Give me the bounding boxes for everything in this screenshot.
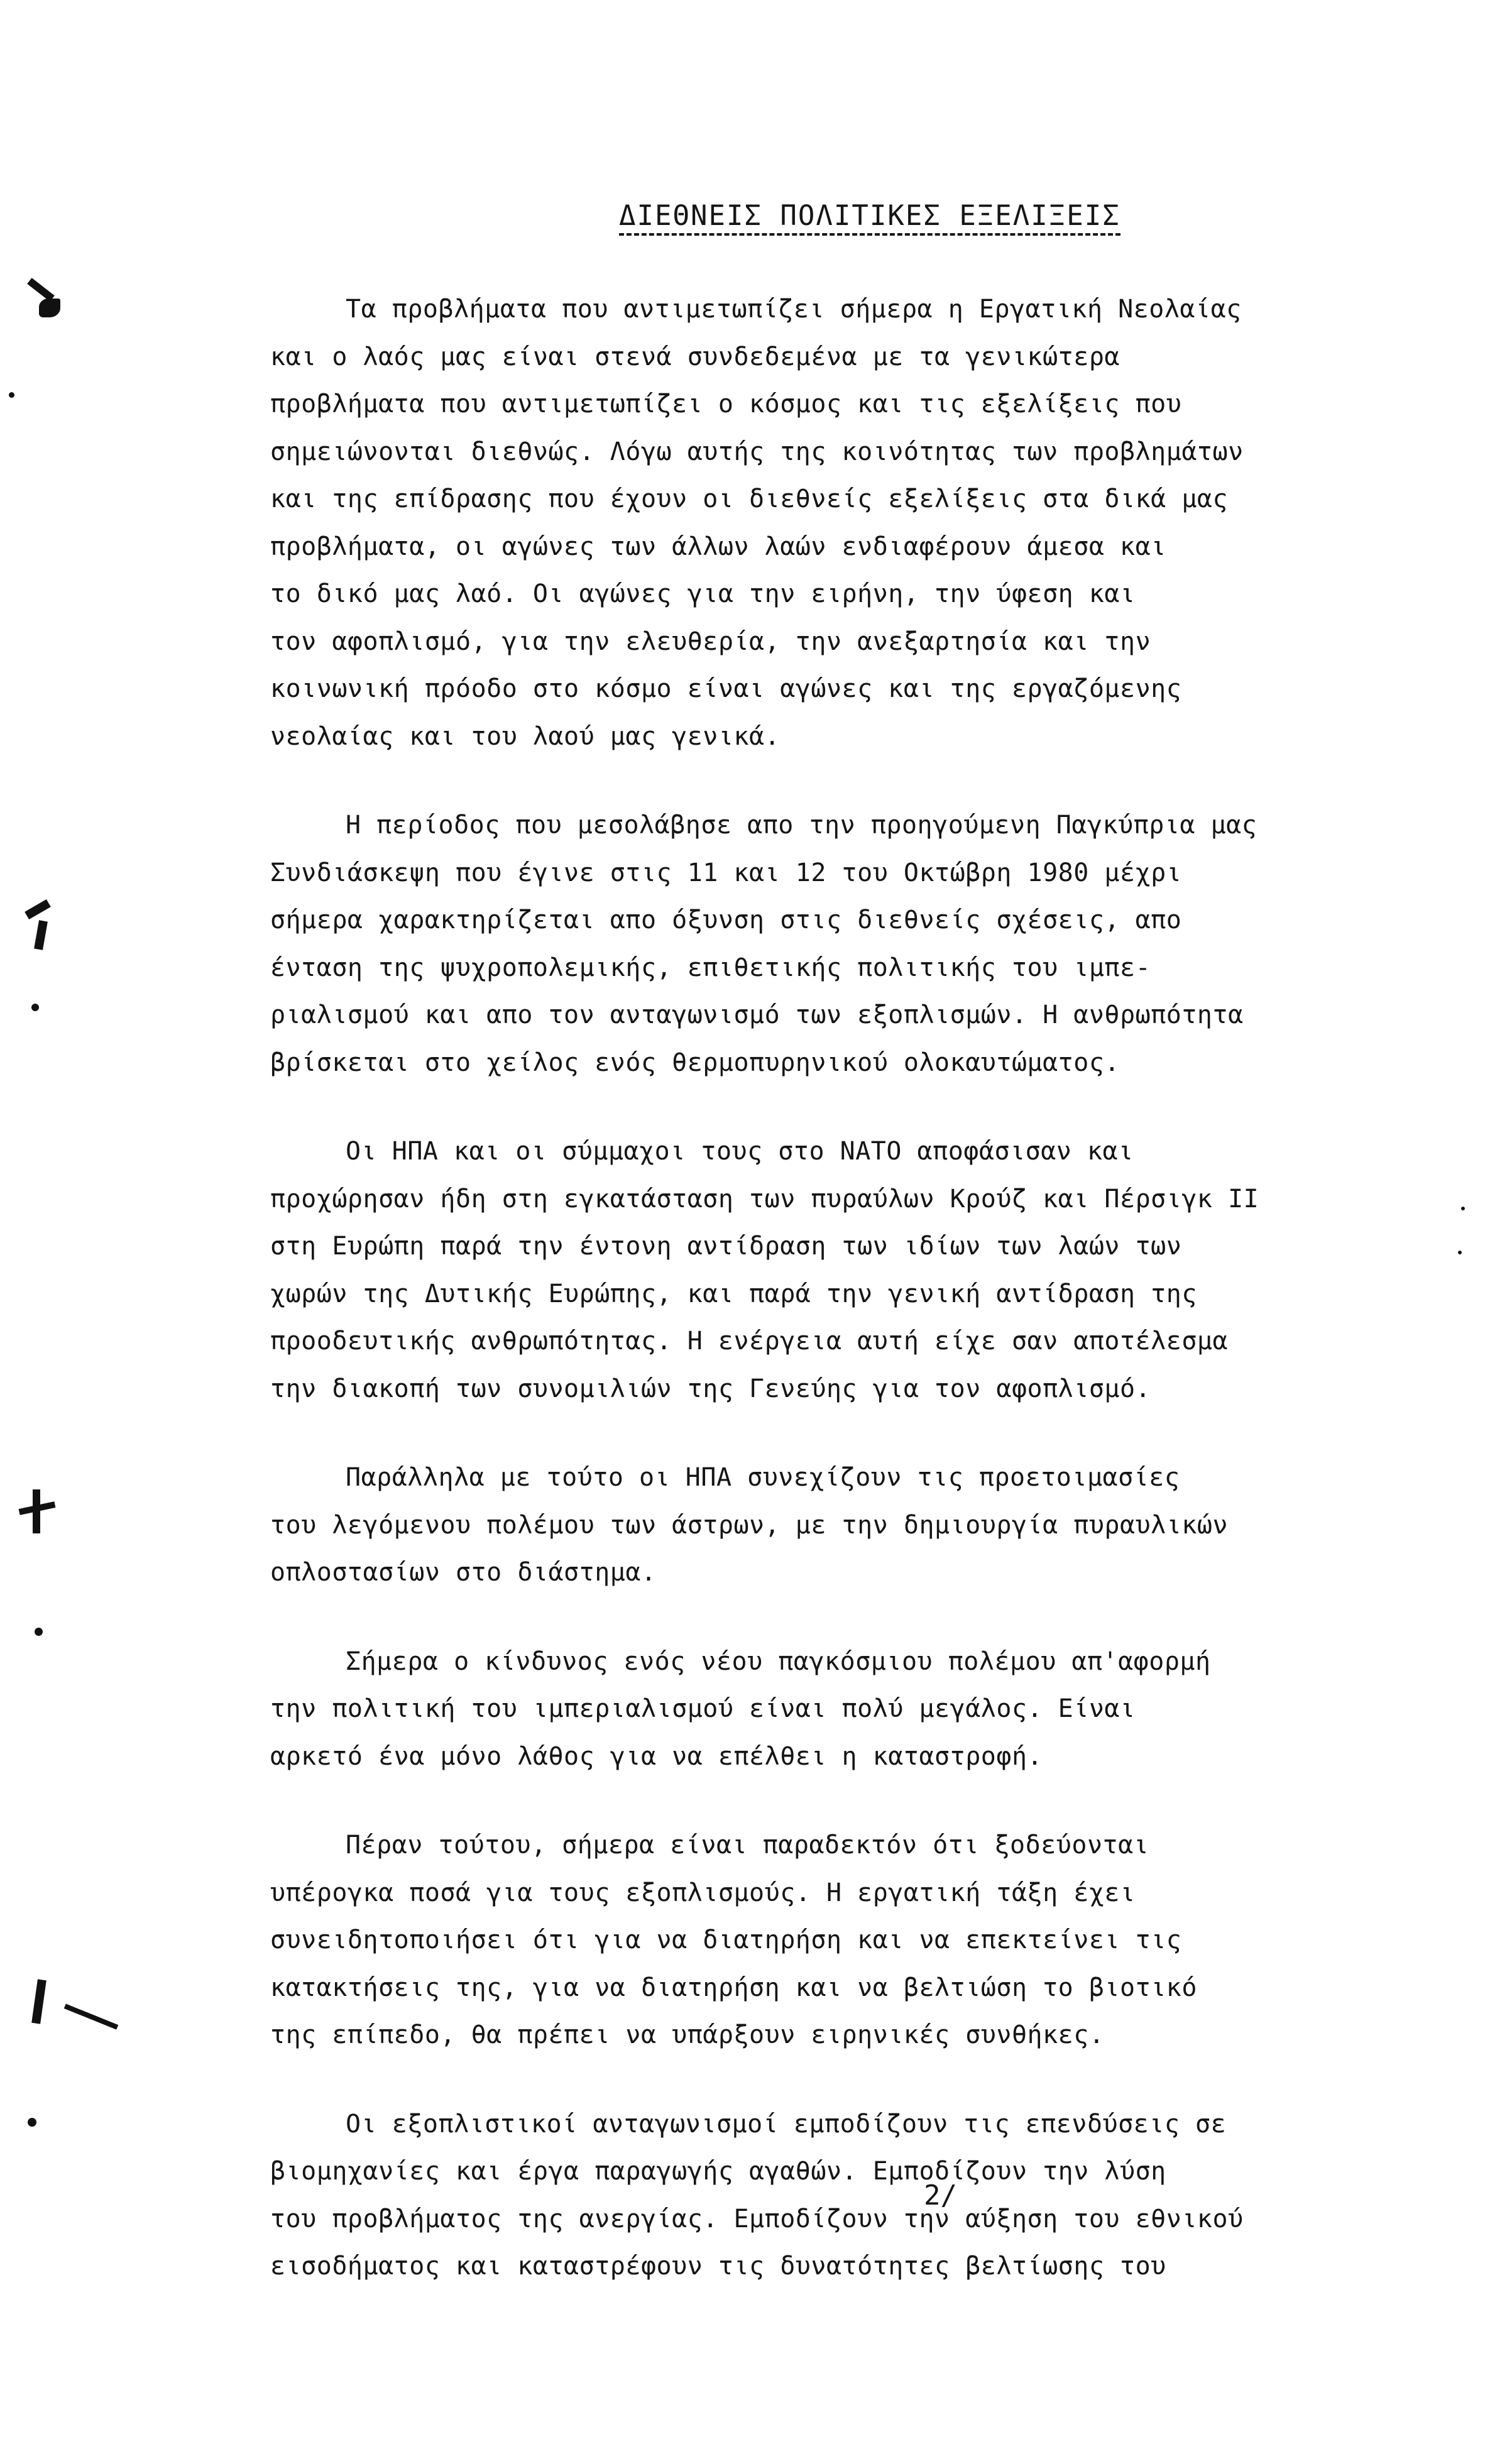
paragraph — [270, 1454, 1464, 1597]
paragraph-first-line: Πέραν τούτου, σήμερα είναι παραδεκτόν ότι ξοδεύονται — [346, 1831, 1149, 1860]
paragraph — [270, 286, 1464, 760]
paragraph-line: του λεγόμενου πολέμου των άστρων, με την δημιουργία πυραυλικών — [270, 1510, 1229, 1540]
margin-mark — [64, 2003, 118, 2029]
margin-dot — [9, 392, 14, 398]
paragraph-line: νεολαίας και του λαού μας γενικά. — [270, 721, 781, 751]
paragraph — [270, 1128, 1464, 1413]
paragraph-line: αρκετό ένα μόνο λάθος για να επέλθει η καταστροφή. — [270, 1741, 1043, 1771]
paragraph-line: Συνδιάσκεψη που έγινε στις 11 και 12 του Οκτώβρη 1980 μέχρι — [270, 858, 1182, 887]
paragraph-first-line: Οι ΗΠΑ και οι σύμμαχοι τους στο ΝΑΤΟ αποφάσισαν και — [346, 1137, 1134, 1166]
paragraph-first-line: Παράλληλα με τούτο οι ΗΠΑ συνεχίζουν τις προετοιμασίες — [346, 1463, 1180, 1492]
paragraph-first-line: Τα προβλήματα που αντιμετωπίζει σήμερα η Εργατική Νεολαίας — [346, 295, 1242, 324]
paragraph-line: ριαλισμού και απο τον ανταγωνισμό των εξοπλισμών. Η ανθρωπότητα — [270, 1000, 1244, 1029]
paragraph-line: κοινωνική πρόοδο στο κόσμο είναι αγώνες και της εργαζόμενης — [270, 674, 1182, 703]
paragraph-line: εισοδήματος και καταστρέφουν τις δυνατότητες βελτίωσης του — [270, 2252, 1166, 2281]
margin-mark — [34, 920, 48, 950]
paragraph-line: σημειώνονται διεθνώς. Λόγω αυτής της κοινότητας των προβλημάτων — [270, 437, 1244, 466]
page-number: 2/ — [924, 2179, 957, 2212]
paragraph-line: της επίπεδο, θα πρέπει να υπάρξουν ειρηνικές συνθήκες. — [270, 2020, 1105, 2049]
paragraph-line: προοδευτικής ανθρωπότητας. Η ενέργεια αυτή είχε σαν αποτέλεσμα — [270, 1327, 1229, 1356]
paragraph-line: βιομηχανίες και έργα παραγωγής αγαθών. Εμποδίζουν την λύση — [270, 2157, 1166, 2186]
margin-mark — [39, 299, 60, 317]
paragraph-line: προχώρησαν ήδη στη εγκατάσταση των πυραύλων Κρούζ και Πέρσιγκ ΙΙ — [270, 1184, 1259, 1214]
paragraph-line: σήμερα χαρακτηρίζεται απο όξυνση στις διεθνείς σχέσεις, απο — [270, 906, 1182, 934]
margin-mark — [25, 899, 51, 919]
paragraph-line: τον αφοπλισμό, για την ελευθερία, την ανεξαρτησία και την — [270, 627, 1151, 656]
paragraph-line: και της επίδρασης που έχουν οι διεθνείς εξελίξεις στα δικά μας — [270, 485, 1229, 513]
paragraph-line: ένταση της ψυχροπολεμικής, επιθετικής πολιτικής του ιμπε- — [270, 953, 1151, 982]
paragraph-line: το δικό μας λαό. Οι αγώνες για την ειρήνη, την ύφεση και — [270, 579, 1136, 608]
paragraph-line: και ο λαός μας είναι στενά συνδεδεμένα με τα γενικώτερα — [270, 342, 1120, 371]
document-title: ΔΙΕΘΝΕΙΣ ΠΟΛΙΤΙΚΕΣ ΕΞΕΛΙΞΕΙΣ — [619, 200, 1120, 236]
document-body — [270, 286, 1464, 2332]
paragraph-line: συνειδητοποιήσει ότι για να διατηρήση και να επεκτείνει τις — [270, 1926, 1182, 1954]
paragraph-line: κατακτήσεις της, για να διατηρήση και να βελτιώση το βιοτικό — [270, 1973, 1197, 2002]
paragraph-line: στη Ευρώπη παρά την έντονη αντίδραση των ιδίων των λαών των — [270, 1232, 1182, 1261]
paragraph-first-line: Σήμερα ο κίνδυνος ενός νέου παγκόσμιου πολέμου απ'αφορμή — [346, 1647, 1211, 1676]
margin-dot — [31, 1004, 39, 1011]
margin-mark — [31, 1979, 47, 2024]
paragraph-first-line: Οι εξοπλιστικοί ανταγωνισμοί εμποδίζουν τις επενδύσεις σε — [346, 2109, 1227, 2139]
paragraph-line: την διακοπή των συνομιλιών της Γενεύης για τον αφοπλισμό. — [270, 1374, 1151, 1403]
paragraph-first-line: Η περίοδος που μεσολάβησε απο την προηγούμενη Παγκύπρια μας — [346, 811, 1257, 840]
paragraph-line: βρίσκεται στο χείλος ενός θερμοπυρηνικού ολοκαυτώματος. — [270, 1048, 1120, 1077]
paragraph — [270, 2101, 1464, 2291]
paragraph-line: προβλήματα που αντιμετωπίζει ο κόσμος και τις εξελίξεις που — [270, 390, 1182, 419]
margin-mark — [33, 1489, 40, 1533]
paragraph-line: την πολιτική του ιμπεριαλισμού είναι πολύ μεγάλος. Είναι — [270, 1694, 1136, 1723]
paragraph-line: οπλοστασίων στο διάστημα. — [270, 1558, 657, 1587]
paragraph-line: του προβλήματος της ανεργίας. Εμποδίζουν την αύξηση του εθνικού — [270, 2204, 1244, 2233]
paragraph-line: προβλήματα, οι αγώνες των άλλων λαών ενδιαφέρουν άμεσα και — [270, 532, 1166, 561]
margin-dot — [35, 1628, 43, 1636]
paragraph — [270, 1822, 1464, 2059]
paragraph — [270, 1638, 1464, 1781]
paragraph-line: υπέρογκα ποσά για τους εξοπλισμούς. Η εργατική τάξη έχει — [270, 1878, 1136, 1907]
paragraph-line: χωρών της Δυτικής Ευρώπης, και παρά την γενική αντίδραση της — [270, 1279, 1197, 1308]
margin-dot — [28, 2118, 36, 2127]
paragraph — [270, 802, 1464, 1087]
